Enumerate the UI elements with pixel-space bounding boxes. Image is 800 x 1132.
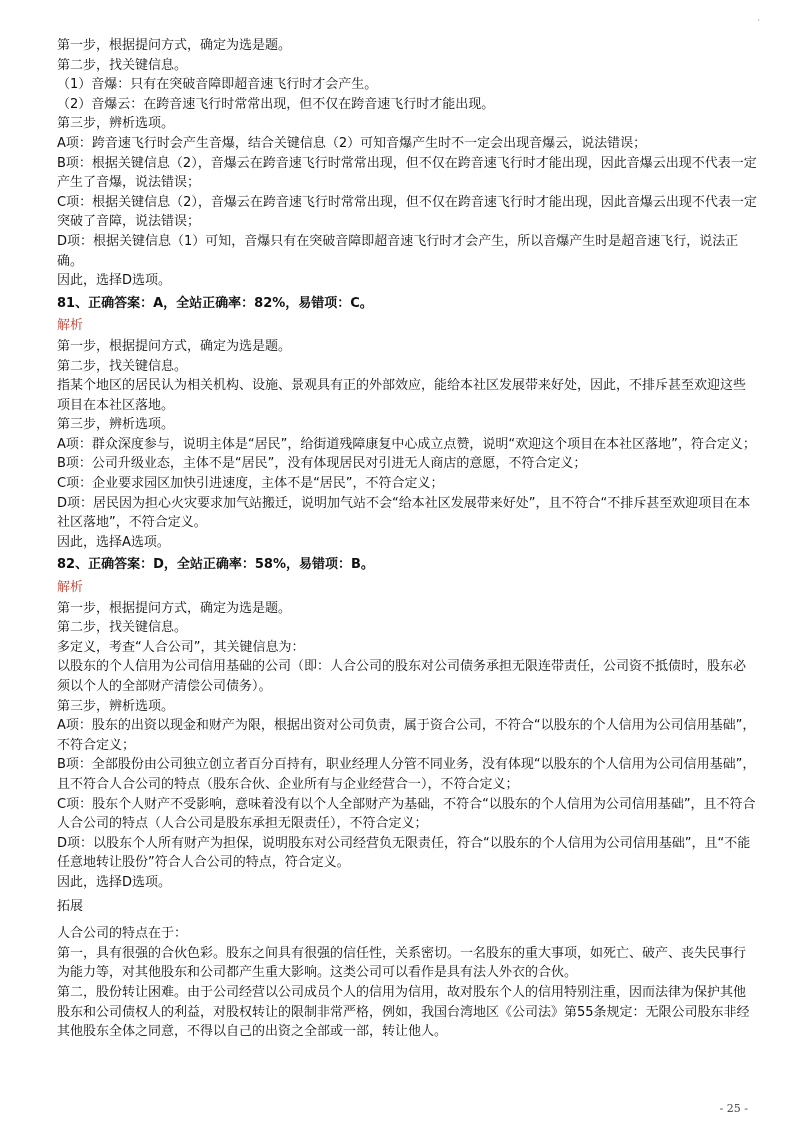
text-line: B项：根据关键信息（2），音爆云在跨音速飞行时常常出现，但不仅在跨音速飞行时才能出现，因此音爆云出现不代表一定产生了音爆，说法错误；	[57, 155, 757, 191]
text-line: 第二步，找关键信息。	[57, 358, 188, 374]
text-line: 第一，具有很强的合伙色彩。股东之间具有很强的信任性，关系密切。一名股东的重大事项，如死亡、破产、丧失民事行为能力等，对其他股东和公司都产生重大影响。这类公司可以看作是具有法人外衣的合伙。	[57, 945, 747, 981]
text-line: 以股东的个人信用为公司信用基础的公司（即：人合公司的股东对公司债务承担无限连带责任，公司资不抵债时，股东必须以个人的全部财产清偿公司债务）。	[57, 659, 747, 694]
page-number: - 25 -	[719, 1102, 748, 1115]
text-line: 第三步，辨析选项。	[57, 698, 175, 714]
text-line: 人合公司的特点在于：	[57, 926, 188, 942]
text-line: 第二步，找关键信息。	[57, 57, 188, 73]
text-line: 第一步，根据提问方式，确定为选是题。	[57, 600, 292, 616]
question-82	[57, 555, 757, 892]
text-line: A项：股东的出资以现金和财产为限，根据出资对公司负责，属于资合公司，不符合“以股东的个人信用为公司信用基础”，不符合定义；	[57, 718, 756, 753]
text-line: 因此，选择D选项。	[57, 874, 172, 890]
text-line: C项：股东个人财产不受影响，意味着没有以个人全部财产为基础，不符合“以股东的个人信用为公司信用基础”，且不符合人合公司的特点（人合公司是股东承担无限责任），不符合定义；	[57, 796, 756, 832]
corner-mark: ‘	[757, 18, 760, 27]
text-line: 多定义，考查“人合公司”，其关键信息为：	[57, 639, 305, 655]
analysis-label: 解析	[57, 318, 84, 334]
text-line: 第一步，根据提问方式，确定为选是题。	[57, 38, 292, 53]
document-body	[57, 36, 757, 1042]
text-line: 指某个地区的居民认为相关机构、设施、景观具有正的外部效应，能给本社区发展带来好处，因此，不排斥甚至欢迎这些项目在本社区落地。	[57, 378, 747, 413]
text-line: 第三步，辨析选项。	[57, 116, 175, 132]
text-line: 第一步，根据提问方式，确定为选是题。	[57, 338, 292, 354]
text-line: B项：全部股份由公司独立创立者百分百持有，职业经理人分管不同业务，没有体现“以股东的个人信用为公司信用基础”，且不符合人合公司的特点（股东合伙、企业所有与企业经营合一），不符合定义；	[57, 757, 756, 792]
section-80-analysis	[57, 36, 757, 291]
text-line: 因此，选择D选项。	[57, 273, 172, 289]
text-line: （2）音爆云：在跨音速飞行时常常出现，但不仅在跨音速飞行时才能出现。	[57, 96, 495, 112]
text-line: 第二，股份转让困难。由于公司经营以公司成员个人的信用为信用，故对股东个人的信用特别注重，因而法律为保护其他股东和公司债权人的利益，对股权转让的限制非常严格，例如，我国台湾地区《公司法》第55条规定：无限公司股东非经其他股东全体之同意，不得以自己的出资之全部或一部，转让他人。	[57, 984, 750, 1040]
question-81	[57, 294, 757, 553]
text-line: C项：根据关键信息（2），音爆云在跨音速飞行时常常出现，但不仅在跨音速飞行时才能出现，因此音爆云出现不代表一定突破了音障，说法错误；	[57, 194, 757, 230]
text-line: D项：以股东个人所有财产为担保，说明股东对公司经营负无限责任，符合“以股东的个人信用为公司信用基础”，且“不能任意地转让股份”符合人合公司的特点，符合定义。	[57, 835, 751, 871]
text-line: C项：企业要求园区加快引进速度，主体不是“居民”，不符合定义；	[57, 476, 444, 492]
text-line: 第二步，找关键信息。	[57, 620, 188, 636]
text-line: D项：居民因为担心火灾要求加气站搬迁，说明加气站不会“给本社区发展带来好处”，且不符合“不排斥甚至欢迎项目在本社区落地”，不符合定义。	[57, 495, 751, 531]
extension-label: 拓展	[57, 898, 84, 914]
text-line: （1）音爆：只有在突破音障即超音速飞行时才会产生。	[57, 77, 378, 93]
text-line: 因此，选择A选项。	[57, 534, 170, 550]
text-line: A项：跨音速飞行时会产生音爆，结合关键信息（2）可知音爆产生时不一定会出现音爆云，说法错误；	[57, 135, 647, 151]
answer-header: 82、正确答案：D，全站正确率：58%，易错项：B。	[57, 557, 374, 573]
analysis-label: 解析	[57, 580, 84, 596]
text-line: B项：公司升级业态，主体不是“居民”，没有体现居民对引进无人商店的意愿，不符合定义；	[57, 456, 587, 472]
extension-section	[57, 897, 757, 1042]
text-line: D项：根据关键信息（1）可知，音爆只有在突破音障即超音速飞行时才会产生，所以音爆产生时是超音速飞行，说法正确。	[57, 233, 739, 269]
text-line: A项：群众深度参与，说明主体是“居民”，给街道残障康复中心成立点赞，说明“欢迎这个项目在本社区落地”，符合定义；	[57, 436, 756, 452]
text-line: 第三步，辨析选项。	[57, 417, 175, 433]
answer-header: 81、正确答案：A，全站正确率：82%，易错项：C。	[57, 295, 373, 311]
